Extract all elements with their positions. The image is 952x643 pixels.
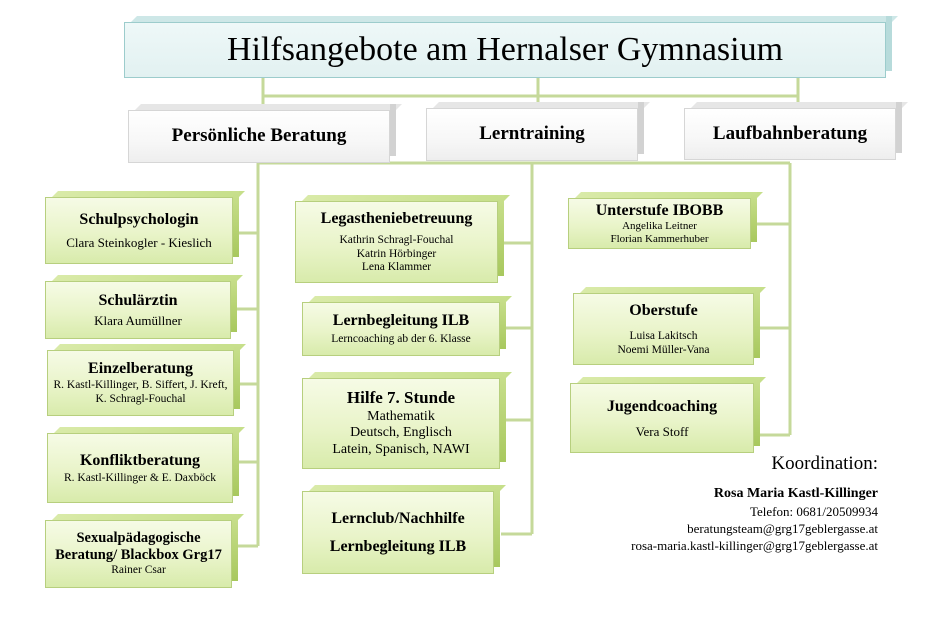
category-label: Persönliche Beratung bbox=[171, 125, 347, 147]
box-names-line2: K. Schragl-Fouchal bbox=[95, 393, 186, 406]
box-sexualpaedagogische-beratung bbox=[45, 520, 232, 588]
box-names: Clara Steinkogler - Kieslich bbox=[66, 235, 212, 251]
box-title: Einzelberatung bbox=[88, 360, 193, 378]
box-title-line2: Beratung/ Blackbox Grg17 bbox=[55, 547, 222, 564]
box-title: Hilfe 7. Stunde bbox=[346, 388, 456, 408]
box-schulpsychologin bbox=[45, 197, 233, 264]
main-title: Hilfsangebote am Hernalser Gymnasium bbox=[226, 30, 784, 68]
box-title-line1: Sexualpädagogische bbox=[76, 529, 201, 546]
category-laufbahnberatung bbox=[684, 108, 896, 160]
box-name3: Lena Klammer bbox=[361, 261, 432, 274]
box-oberstufe bbox=[573, 293, 754, 365]
box-name2: Florian Kammerhuber bbox=[610, 233, 709, 246]
box-title: Konfliktberatung bbox=[79, 451, 200, 469]
box-unterstufe-ibobb bbox=[568, 198, 751, 249]
box-name1: Kathrin Schragl-Fouchal bbox=[339, 233, 454, 246]
box-title: Oberstufe bbox=[629, 301, 698, 319]
box-jugendcoaching bbox=[570, 383, 754, 453]
box-einzelberatung bbox=[47, 350, 234, 416]
category-label: Lerntraining bbox=[479, 123, 585, 145]
box-title-line1: Lernclub/Nachhilfe bbox=[331, 509, 465, 527]
koordination-phone: Telefon: 0681/20509934 bbox=[750, 504, 878, 519]
box-title: Schulpsychologin bbox=[79, 211, 199, 229]
box-names: Rainer Csar bbox=[111, 564, 166, 577]
box-names: Klara Aumüllner bbox=[94, 313, 182, 329]
box-line2: Deutsch, Englisch bbox=[350, 425, 452, 441]
box-lernbegleitung-ilb bbox=[302, 302, 500, 356]
box-title: Lernbegleitung ILB bbox=[332, 312, 470, 329]
box-names-line1: R. Kastl-Killinger, B. Siffert, J. Kreft, bbox=[53, 379, 228, 392]
box-lernclub-nachhilfe bbox=[302, 491, 494, 574]
box-legastheniebetreuung bbox=[295, 201, 498, 283]
box-title: Unterstufe IBOBB bbox=[595, 201, 724, 219]
koordination-email-personal: rosa-maria.kastl-killinger@grg17geblergasse.at bbox=[631, 538, 878, 553]
box-name2: Katrin Hörbinger bbox=[356, 247, 437, 260]
box-desc: Lerncoaching ab der 6. Klasse bbox=[331, 333, 471, 346]
category-persoenliche-beratung bbox=[128, 110, 390, 163]
box-schulaerztin bbox=[45, 281, 231, 339]
main-title-box bbox=[124, 22, 886, 78]
koordination-email-team: beratungsteam@grg17geblergasse.at bbox=[687, 521, 878, 536]
box-names: R. Kastl-Killinger & E. Daxböck bbox=[63, 471, 217, 484]
box-names: Vera Stoff bbox=[635, 423, 689, 439]
box-hilfe-7-stunde bbox=[302, 378, 500, 469]
box-line1: Mathematik bbox=[367, 408, 435, 424]
box-name1: Angelika Leitner bbox=[622, 219, 697, 232]
box-title: Schulärztin bbox=[98, 292, 178, 310]
box-title: Legastheniebetreuung bbox=[320, 209, 473, 227]
koordination-name: Rosa Maria Kastl-Killinger bbox=[713, 486, 878, 501]
box-name2: Noemi Müller-Vana bbox=[617, 343, 710, 356]
box-line3: Latein, Spanisch, NAWI bbox=[332, 442, 470, 458]
box-name1: Luisa Lakitsch bbox=[629, 329, 698, 342]
box-title-line2: Lernbegleitung ILB bbox=[329, 538, 467, 555]
box-konfliktberatung bbox=[47, 433, 233, 503]
category-lerntraining bbox=[426, 108, 638, 161]
box-title: Jugendcoaching bbox=[606, 397, 718, 415]
koordination-label: Koordination: bbox=[771, 453, 878, 474]
category-label: Laufbahnberatung bbox=[712, 122, 868, 144]
